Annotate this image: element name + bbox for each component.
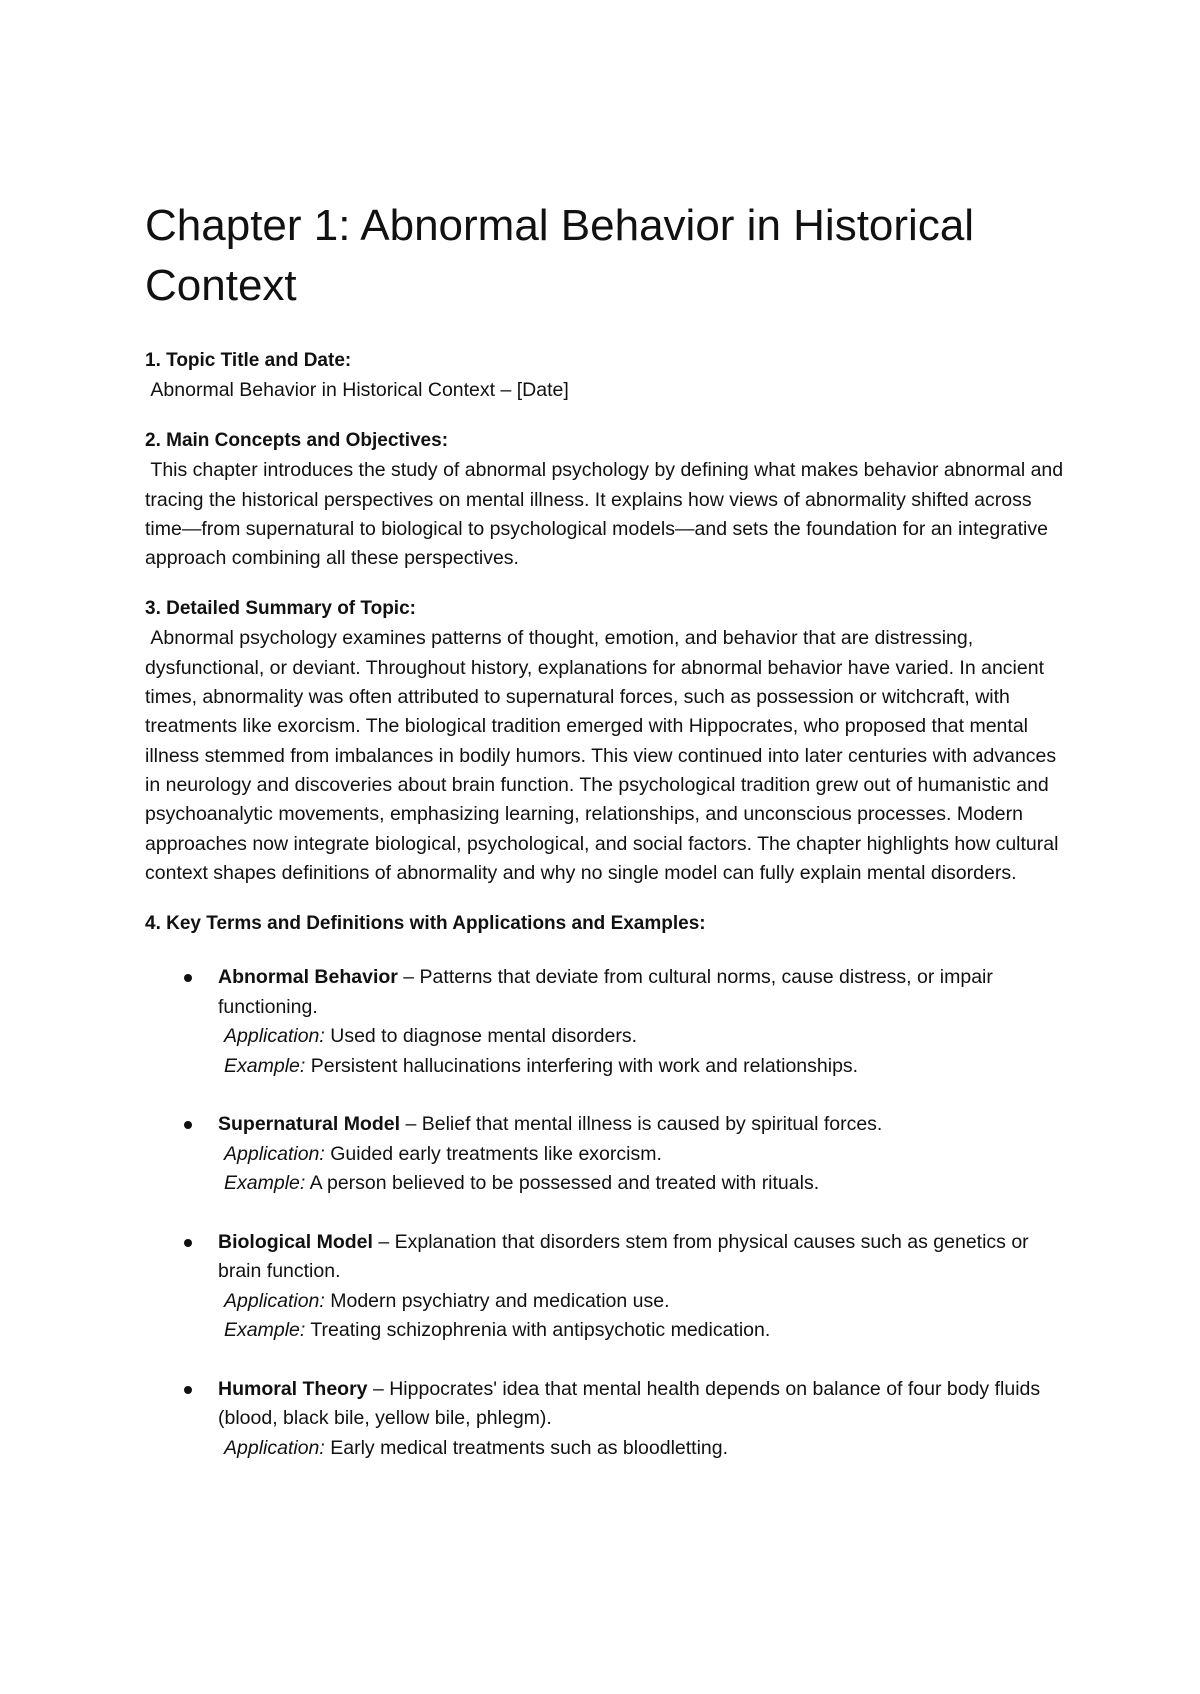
example-text: Persistent hallucinations interfering with work and relationships. bbox=[305, 1054, 859, 1077]
term-application bbox=[218, 1434, 1065, 1464]
bullet-icon bbox=[184, 1239, 192, 1247]
term-definition: – Patterns that deviate from cultural norms, cause distress, or impair functioning. bbox=[218, 966, 993, 1018]
application-text: Modern psychiatry and medication use. bbox=[324, 1289, 670, 1312]
term-definition: – Explanation that disorders stem from physical causes such as genetics or brain function. bbox=[218, 1230, 1029, 1283]
section-heading: 3. Detailed Summary of Topic: bbox=[145, 598, 416, 620]
term-definition: – Belief that mental illness is caused by spiritual forces. bbox=[400, 1113, 883, 1136]
example-label: Example: bbox=[224, 1319, 306, 1342]
section-body: This chapter introduces the study of abnormal psychology by defining what makes behavior abnormal and tracing the historical perspectives on mental illness. It explains how views of abnormality shifted across time—from supernatural to biological to psychological models—and sets the foundation for an integrative approach combining all these perspectives. bbox=[145, 459, 1069, 570]
section-body: Abnormal Behavior in Historical Context – [Date] bbox=[145, 379, 569, 401]
term-name: Humoral Theory bbox=[218, 1377, 368, 1400]
application-label: Application: bbox=[224, 1025, 325, 1048]
application-text: Used to diagnose mental disorders. bbox=[324, 1025, 637, 1048]
chapter-title: Chapter 1: Abnormal Behavior in Historical Context bbox=[145, 201, 975, 310]
section-topic-title bbox=[145, 346, 1065, 405]
section-main-concepts bbox=[145, 426, 1069, 573]
list-item bbox=[145, 1228, 1065, 1346]
term-name: Supernatural Model bbox=[218, 1113, 401, 1136]
example-label: Example: bbox=[224, 1172, 306, 1195]
term-example bbox=[218, 1052, 1065, 1082]
term-example bbox=[218, 1316, 1065, 1346]
term-application bbox=[218, 1022, 1065, 1052]
term-name: Biological Model bbox=[218, 1230, 373, 1253]
term-application bbox=[218, 1287, 1065, 1317]
bullet-icon bbox=[184, 974, 192, 982]
list-item bbox=[145, 963, 1065, 1081]
list-item bbox=[145, 1375, 1065, 1464]
application-label: Application: bbox=[224, 1289, 325, 1312]
key-terms-heading: 4. Key Terms and Definitions with Applications and Examples: bbox=[145, 913, 706, 935]
document-content bbox=[145, 196, 1069, 1492]
term-example bbox=[218, 1169, 1065, 1199]
section-body: Abnormal psychology examines patterns of thought, emotion, and behavior that are distressing, dysfunctional, or deviant. Throughout history, explanations for abnormal behavior have varied. In ancient times, abnormality was often attributed to supernatural forces, such as possession or witchcraft, with treatments like exorcism. The biological tradition emerged with Hippocrates, who proposed that mental illness stemmed from imbalances in bodily humors. This view continued into later centuries with advances in neurology and discoveries about brain function. The psychological tradition grew out of humanistic and psychoanalytic movements, emphasizing learning, relationships, and unconscious processes. Modern approaches now integrate biological, psychological, and social factors. The chapter highlights how cultural context shapes definitions of abnormality and why no single model can fully explain mental disorders. bbox=[145, 627, 1064, 884]
bullet-icon bbox=[184, 1386, 192, 1394]
application-text: Guided early treatments like exorcism. bbox=[324, 1142, 662, 1165]
key-terms-list bbox=[145, 963, 1065, 1463]
example-text: Treating schizophrenia with antipsychotic medication. bbox=[305, 1319, 771, 1342]
bullet-icon bbox=[184, 1121, 192, 1129]
application-label: Application: bbox=[224, 1436, 325, 1459]
example-text: A person believed to be possessed and treated with rituals. bbox=[305, 1172, 820, 1195]
application-text: Early medical treatments such as bloodletting. bbox=[324, 1436, 729, 1459]
section-heading: 2. Main Concepts and Objectives: bbox=[145, 430, 449, 452]
application-label: Application: bbox=[224, 1142, 325, 1165]
section-detailed-summary bbox=[145, 594, 1065, 888]
term-definition: – Hippocrates' idea that mental health depends on balance of four body fluids (blood, black bile, yellow bile, phlegm). bbox=[218, 1377, 1041, 1430]
section-heading: 1. Topic Title and Date: bbox=[145, 350, 352, 371]
example-label: Example: bbox=[224, 1054, 306, 1077]
term-application bbox=[218, 1140, 1065, 1170]
term-name: Abnormal Behavior bbox=[218, 966, 398, 989]
list-item bbox=[145, 1110, 1065, 1199]
